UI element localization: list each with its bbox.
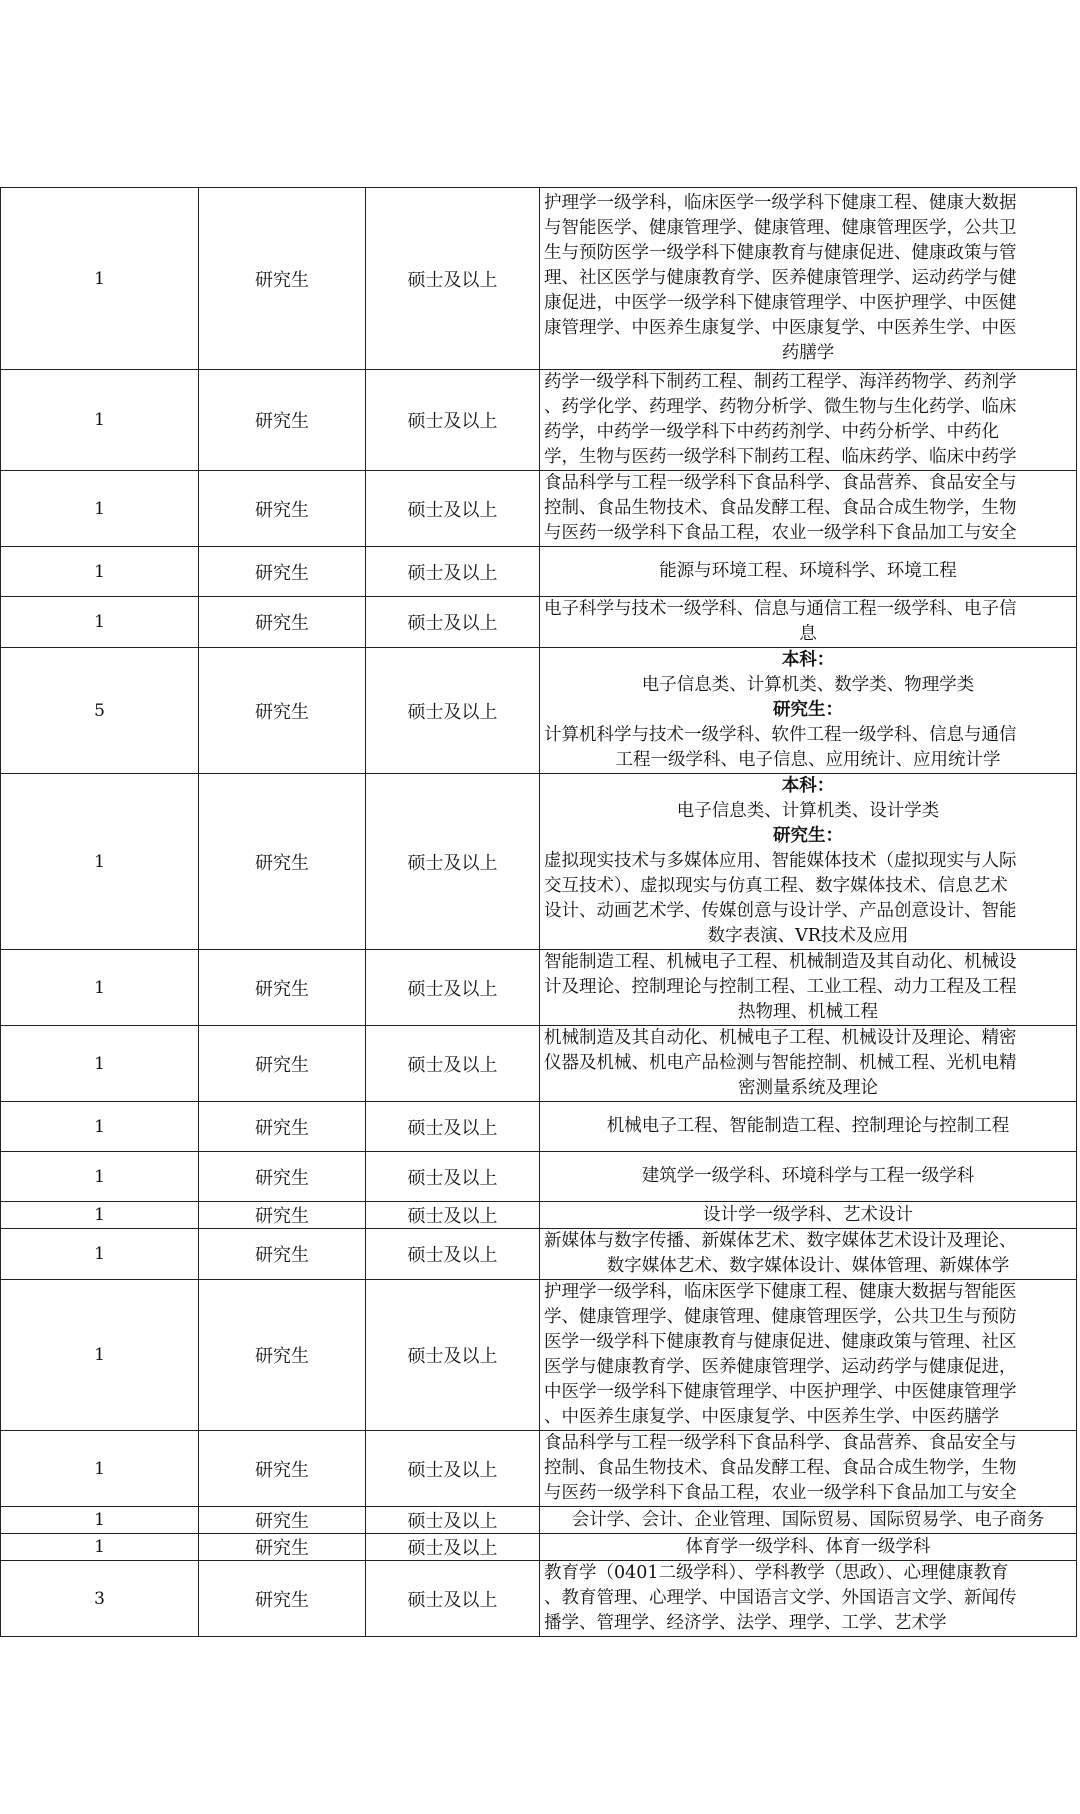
table-row bbox=[1, 774, 1077, 950]
degree-cell: 硕士及以上 bbox=[366, 1229, 540, 1280]
count-cell: 1 bbox=[1, 370, 199, 471]
education-cell: 研究生 bbox=[199, 1229, 366, 1280]
count-cell: 1 bbox=[1, 1152, 199, 1202]
education-cell: 研究生 bbox=[199, 1026, 366, 1102]
degree-cell: 硕士及以上 bbox=[366, 1280, 540, 1431]
education-cell: 研究生 bbox=[199, 370, 366, 471]
major-line: 设计学一级学科、艺术设计 bbox=[703, 1204, 913, 1225]
degree-cell: 硕士及以上 bbox=[366, 188, 540, 370]
major-line: 播学、管理学、经济学、法学、理学、工学、艺术学 bbox=[544, 1613, 947, 1633]
major-line: 理、社区医学与健康教育学、医养健康管理学、运动药学与健 bbox=[544, 268, 1017, 288]
major-line: 数字媒体艺术、数字媒体设计、媒体管理、新媒体学 bbox=[606, 1256, 1010, 1276]
major-line: 建筑学一级学科、环境科学与工程一级学科 bbox=[641, 1166, 975, 1186]
major-cell bbox=[540, 774, 1077, 950]
education-cell: 研究生 bbox=[199, 188, 366, 370]
major-line: 计算机科学与技术一级学科、软件工程一级学科、信息与通信 bbox=[544, 725, 1017, 745]
major-line: 、教育管理、心理学、中国语言文学、外国语言文学、新闻传 bbox=[544, 1588, 1017, 1608]
major-cell bbox=[540, 1202, 1077, 1229]
major-cell bbox=[540, 1280, 1077, 1431]
major-line: 、药学化学、药理学、药物分析学、微生物与生化药学、临床 bbox=[544, 397, 1017, 417]
count-cell: 1 bbox=[1, 774, 199, 950]
major-line: 控制、食品生物技术、食品发酵工程、食品合成生物学，生物 bbox=[544, 498, 1017, 518]
major-cell bbox=[540, 471, 1077, 547]
table-row bbox=[1, 1561, 1077, 1637]
count-cell: 1 bbox=[1, 1534, 199, 1561]
degree-cell: 硕士及以上 bbox=[366, 1102, 540, 1152]
major-line: 息 bbox=[799, 624, 817, 644]
count-cell: 3 bbox=[1, 1561, 199, 1637]
education-cell: 研究生 bbox=[199, 1561, 366, 1637]
education-cell: 研究生 bbox=[199, 648, 366, 774]
major-line: 学，生物与医药一级学科下制药工程、临床药学、临床中药学 bbox=[544, 447, 1017, 467]
table-row bbox=[1, 188, 1077, 370]
education-cell: 研究生 bbox=[199, 1280, 366, 1431]
table-row bbox=[1, 648, 1077, 774]
major-line: 、中医养生康复学、中医康复学、中医养生学、中医药膳学 bbox=[544, 1407, 999, 1427]
major-line: 中医学一级学科下健康管理学、中医护理学、中医健康管理学 bbox=[544, 1382, 1017, 1402]
major-line: 药学，中药学一级学科下中药药剂学、中药分析学、中药化 bbox=[544, 422, 999, 442]
count-cell: 1 bbox=[1, 950, 199, 1026]
major-line: 控制、食品生物技术、食品发酵工程、食品合成生物学，生物 bbox=[544, 1458, 1017, 1478]
table-row bbox=[1, 1229, 1077, 1280]
degree-cell: 硕士及以上 bbox=[366, 1507, 540, 1534]
count-cell: 1 bbox=[1, 1229, 199, 1280]
major-section-heading: 本科： bbox=[781, 650, 835, 670]
education-cell: 研究生 bbox=[199, 1534, 366, 1561]
table-row bbox=[1, 1026, 1077, 1102]
major-cell bbox=[540, 1507, 1077, 1534]
major-line: 药膳学 bbox=[781, 343, 835, 363]
degree-cell: 硕士及以上 bbox=[366, 370, 540, 471]
degree-cell: 硕士及以上 bbox=[366, 1026, 540, 1102]
major-line: 医学与健康教育学、医养健康管理学、运动药学与健康促进， bbox=[544, 1357, 1017, 1377]
major-line: 教育学（0401二级学科）、学科教学（思政）、心理健康教育 bbox=[544, 1563, 1009, 1583]
major-line: 虚拟现实技术与多媒体应用、智能媒体技术（虚拟现实与人际 bbox=[544, 851, 1017, 871]
count-cell: 1 bbox=[1, 1280, 199, 1431]
major-cell bbox=[540, 188, 1077, 370]
education-cell: 研究生 bbox=[199, 597, 366, 648]
count-cell: 1 bbox=[1, 1026, 199, 1102]
table-row bbox=[1, 471, 1077, 547]
degree-cell: 硕士及以上 bbox=[366, 950, 540, 1026]
major-line: 生与预防医学一级学科下健康教育与健康促进、健康政策与管 bbox=[544, 243, 1017, 263]
major-cell bbox=[540, 1102, 1077, 1152]
education-cell: 研究生 bbox=[199, 547, 366, 597]
major-cell bbox=[540, 1152, 1077, 1202]
table-row bbox=[1, 547, 1077, 597]
major-cell bbox=[540, 370, 1077, 471]
education-cell: 研究生 bbox=[199, 1202, 366, 1229]
major-line: 能源与环境工程、环境科学、环境工程 bbox=[659, 561, 957, 581]
major-line: 电子信息类、计算机类、数学类、物理学类 bbox=[641, 675, 975, 695]
education-cell: 研究生 bbox=[199, 774, 366, 950]
education-cell: 研究生 bbox=[199, 1507, 366, 1534]
degree-cell: 硕士及以上 bbox=[366, 1152, 540, 1202]
degree-cell: 硕士及以上 bbox=[366, 648, 540, 774]
degree-cell: 硕士及以上 bbox=[366, 1534, 540, 1561]
count-cell: 1 bbox=[1, 471, 199, 547]
degree-cell: 硕士及以上 bbox=[366, 471, 540, 547]
degree-cell: 硕士及以上 bbox=[366, 774, 540, 950]
major-line: 机械电子工程、智能制造工程、控制理论与控制工程 bbox=[606, 1116, 1010, 1136]
degree-cell: 硕士及以上 bbox=[366, 1202, 540, 1229]
count-cell: 1 bbox=[1, 1507, 199, 1534]
count-cell: 1 bbox=[1, 1202, 199, 1229]
major-line: 数字表演、VR技术及应用 bbox=[707, 926, 909, 946]
major-cell bbox=[540, 648, 1077, 774]
major-line: 药学一级学科下制药工程、制药工程学、海洋药物学、药剂学 bbox=[544, 372, 1017, 392]
major-line: 康促进，中医学一级学科下健康管理学、中医护理学、中医健 bbox=[544, 293, 1017, 313]
table-row bbox=[1, 1152, 1077, 1202]
major-line: 热物理、机械工程 bbox=[738, 1002, 878, 1022]
count-cell: 1 bbox=[1, 1431, 199, 1507]
count-cell: 1 bbox=[1, 188, 199, 370]
position-table-body bbox=[1, 188, 1077, 1637]
table-row bbox=[1, 1431, 1077, 1507]
major-line: 设计、动画艺术学、传媒创意与设计学、产品创意设计、智能 bbox=[544, 901, 1017, 921]
major-line: 交互技术）、虚拟现实与仿真工程、数字媒体技术、信息艺术 bbox=[544, 876, 1008, 896]
education-cell: 研究生 bbox=[199, 1152, 366, 1202]
degree-cell: 硕士及以上 bbox=[366, 597, 540, 648]
major-line: 与智能医学、健康管理学、健康管理、健康管理医学，公共卫 bbox=[544, 218, 1017, 238]
major-cell bbox=[540, 1431, 1077, 1507]
major-line: 仪器及机械、机电产品检测与智能控制、机械工程、光机电精 bbox=[544, 1053, 1017, 1073]
table-row bbox=[1, 1534, 1077, 1561]
major-line: 与医药一级学科下食品工程，农业一级学科下食品加工与安全 bbox=[544, 1483, 1017, 1503]
major-cell bbox=[540, 597, 1077, 648]
count-cell: 1 bbox=[1, 597, 199, 648]
table-row bbox=[1, 1280, 1077, 1431]
major-line: 新媒体与数字传播、新媒体艺术、数字媒体艺术设计及理论、 bbox=[544, 1231, 1017, 1251]
major-line: 食品科学与工程一级学科下食品科学、食品营养、食品安全与 bbox=[544, 1433, 1017, 1453]
major-line: 医学一级学科下健康教育与健康促进、健康政策与管理、社区 bbox=[544, 1332, 1017, 1352]
major-cell bbox=[540, 950, 1077, 1026]
table-row bbox=[1, 1102, 1077, 1152]
major-line: 会计学、会计、企业管理、国际贸易、国际贸易学、电子商务 bbox=[571, 1509, 1045, 1530]
education-cell: 研究生 bbox=[199, 950, 366, 1026]
major-line: 智能制造工程、机械电子工程、机械制造及其自动化、机械设 bbox=[544, 952, 1017, 972]
count-cell: 1 bbox=[1, 1102, 199, 1152]
education-cell: 研究生 bbox=[199, 1102, 366, 1152]
major-cell bbox=[540, 547, 1077, 597]
major-line: 工程一级学科、电子信息、应用统计、应用统计学 bbox=[615, 750, 1001, 770]
major-line: 护理学一级学科，临床医学一级学科下健康工程、健康大数据 bbox=[544, 193, 1017, 213]
count-cell: 1 bbox=[1, 547, 199, 597]
count-cell: 5 bbox=[1, 648, 199, 774]
table-row bbox=[1, 597, 1077, 648]
education-cell: 研究生 bbox=[199, 471, 366, 547]
major-line: 护理学一级学科，临床医学下健康工程、健康大数据与智能医 bbox=[544, 1282, 1017, 1302]
major-line: 计及理论、控制理论与控制工程、工业工程、动力工程及工程 bbox=[544, 977, 1017, 997]
major-section-heading: 研究生： bbox=[773, 826, 843, 846]
major-section-heading: 本科： bbox=[781, 776, 835, 796]
major-section-heading: 研究生： bbox=[773, 700, 843, 720]
major-cell bbox=[540, 1229, 1077, 1280]
major-cell bbox=[540, 1534, 1077, 1561]
major-cell bbox=[540, 1561, 1077, 1637]
major-line: 电子信息类、计算机类、设计学类 bbox=[676, 801, 940, 821]
table-row bbox=[1, 1507, 1077, 1534]
major-line: 电子科学与技术一级学科、信息与通信工程一级学科、电子信 bbox=[544, 599, 1017, 619]
table-row bbox=[1, 1202, 1077, 1229]
major-line: 机械制造及其自动化、机械电子工程、机械设计及理论、精密 bbox=[544, 1028, 1017, 1048]
table-row bbox=[1, 370, 1077, 471]
degree-cell: 硕士及以上 bbox=[366, 547, 540, 597]
major-line: 与医药一级学科下食品工程，农业一级学科下食品加工与安全 bbox=[544, 523, 1017, 543]
degree-cell: 硕士及以上 bbox=[366, 1431, 540, 1507]
position-table bbox=[0, 187, 1077, 1637]
major-line: 康管理学、中医养生康复学、中医康复学、中医养生学、中医 bbox=[544, 318, 1017, 338]
table-row bbox=[1, 950, 1077, 1026]
major-line: 体育学一级学科、体育一级学科 bbox=[685, 1536, 931, 1557]
major-line: 学、健康管理学、健康管理、健康管理医学，公共卫生与预防 bbox=[544, 1307, 1017, 1327]
major-line: 密测量系统及理论 bbox=[738, 1078, 878, 1098]
major-cell bbox=[540, 1026, 1077, 1102]
major-line: 食品科学与工程一级学科下食品科学、食品营养、食品安全与 bbox=[544, 473, 1017, 493]
education-cell: 研究生 bbox=[199, 1431, 366, 1507]
degree-cell: 硕士及以上 bbox=[366, 1561, 540, 1637]
